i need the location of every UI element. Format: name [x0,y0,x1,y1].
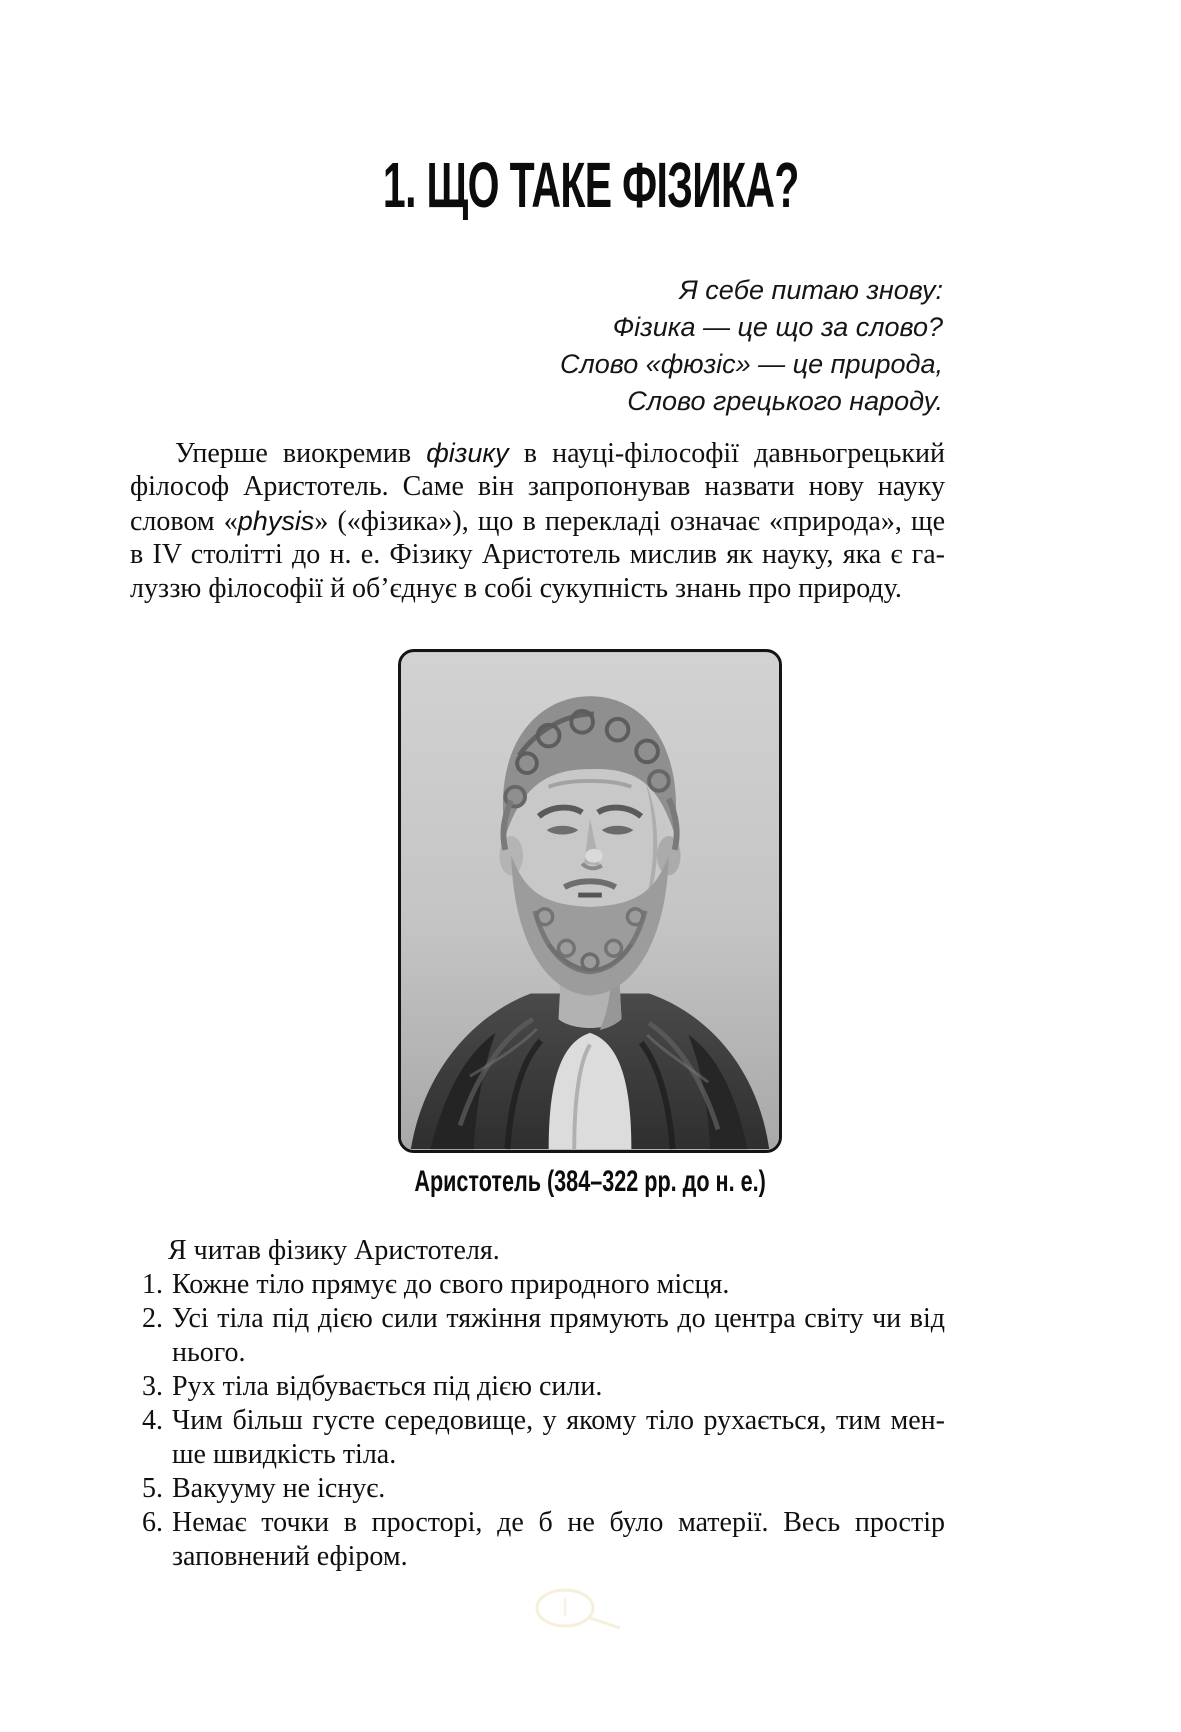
figure-caption-text: Аристотель (384–322 рр. до н. е.) [414,1165,767,1198]
list-item [130,1472,945,1506]
list-item-number: 6. [142,1507,163,1538]
aristotle-notes [130,1234,945,1574]
list-item [130,1370,945,1404]
paragraph-line [130,504,945,538]
list-item-line: Усі тіла під дією сили тяжіння прямують до центра світу чи від [172,1303,945,1334]
list-item [130,1268,945,1302]
list-item-line: Кожне тіло прямує до свого природного місця. [172,1269,730,1300]
list-item-line: Чим більш густе середовище, у якому тіло рухається, тим мен- [172,1405,945,1436]
paragraph-line: в IV столітті до н. е. Фізику Аристотель мислив як науку, яка є га- [130,539,945,570]
paragraph-italic-term: physis [237,506,315,536]
epigraph-line: Слово «фюзіс» — це природа, [559,349,943,379]
nose-chip [585,849,603,863]
list-item [130,1404,945,1472]
paragraph-text: словом « [130,506,238,537]
paragraph-line: філософ Аристотель. Саме він запропонував назвати нову науку [130,471,945,502]
epigraph-line: Я себе питаю знову: [679,275,943,305]
paragraph-text: » («фізика»), що в перекладі означає «природа», ще [314,506,945,537]
paragraph-text: в науці-філософії давньогрецький [508,438,945,469]
aristotle-photo [398,649,782,1153]
list-item-number: 2. [142,1303,163,1334]
lead-paragraph [130,436,945,606]
list-item-number: 3. [142,1371,163,1402]
list-item-line: Рух тіла відбувається під дією сили. [172,1371,603,1402]
epigraph-line: Слово грецького народу. [627,386,943,416]
list-item-number: 5. [142,1473,163,1504]
chapter-title [0,150,1181,220]
list-item-line: Немає точки в просторі, де б не було матерії. Весь простір [172,1507,945,1538]
list-item [130,1506,945,1574]
list-item-number: 4. [142,1405,163,1436]
notes-intro: Я читав фізику Аристотеля. [168,1235,500,1266]
watermark-magnifier-icon [520,1582,640,1642]
epigraph [560,272,943,420]
paragraph-italic-term: фізику [426,438,509,468]
list-item-number: 1. [142,1269,163,1300]
chapter-title-text: 1. ЩО ТАКЕ ФІЗИКА? [382,149,799,221]
aristotle-bust-image [401,652,779,1150]
paragraph-line: луззю філософії й об’єднує в собі сукупність знань про природу. [130,573,902,604]
list-item-line: Вакууму не існує. [172,1473,386,1504]
list-item-line: нього. [172,1337,246,1368]
paragraph-line [130,436,945,470]
list-item-line: ше швидкість тіла. [172,1439,397,1470]
list-item-line: заповнений ефіром. [172,1541,408,1572]
epigraph-line: Фізика — це що за слово? [612,312,943,342]
list-item [130,1302,945,1370]
paragraph-text: Уперше виокремив [175,438,427,469]
figure-caption [0,1164,1181,1200]
